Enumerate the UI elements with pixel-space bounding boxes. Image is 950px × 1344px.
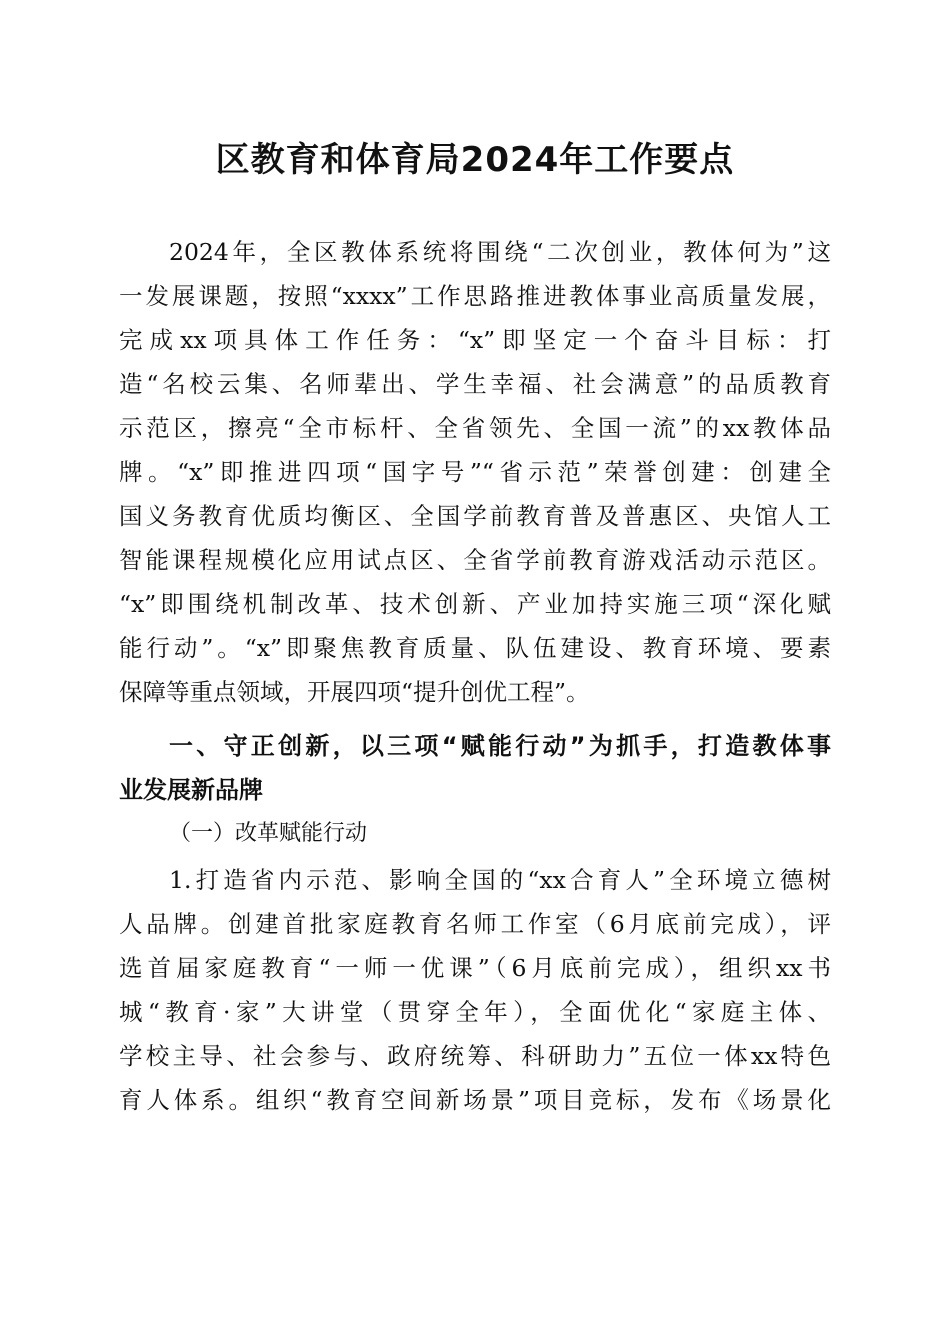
intro-line: 能行动”。“x”即聚焦教育质量、队伍建设、教育环境、要素 <box>119 634 831 662</box>
intro-line: 一发展课题，按照“xxxx”工作思路推进教体事业高质量发展， <box>119 282 831 310</box>
item-line: 育人体系。组织“教育空间新场景”项目竞标，发布《场景化 <box>119 1086 831 1114</box>
intro-line: 保障等重点领域，开展四项“提升创优工程”。 <box>119 678 590 706</box>
intro-line: 造“名校云集、名师辈出、学生幸福、社会满意”的品质教育 <box>119 370 831 398</box>
intro-line: “x”即围绕机制改革、技术创新、产业加持实施三项“深化赋 <box>119 590 831 618</box>
intro-line: 2024年，全区教体系统将围绕“二次创业，教体何为”这 <box>169 238 831 266</box>
item-line: 人品牌。创建首批家庭教育名师工作室（6月底前完成），评 <box>119 910 831 938</box>
subsection-heading: （一）改革赋能行动 <box>169 821 368 846</box>
intro-line: 牌。“x”即推进四项“国字号”“省示范”荣誉创建：创建全 <box>119 458 831 486</box>
section-heading: 一、守正创新，以三项“赋能行动”为抓手，打造教体事 <box>169 732 831 760</box>
intro-line: 完成xx项具体工作任务：“x”即坚定一个奋斗目标：打 <box>119 326 831 354</box>
document-title: 区教育和体育局2024年工作要点 <box>215 140 735 180</box>
intro-line: 国义务教育优质均衡区、全国学前教育普及普惠区、央馆人工 <box>119 502 831 530</box>
intro-line: 示范区，擦亮“全市标杆、全省领先、全国一流”的xx教体品 <box>119 414 831 442</box>
item-line: 城“教育·家”大讲堂（贯穿全年），全面优化“家庭主体、 <box>119 998 831 1026</box>
item-line: 选首届家庭教育“一师一优课”（6月底前完成），组织xx书 <box>119 954 831 982</box>
intro-line: 智能课程规模化应用试点区、全省学前教育游戏活动示范区。 <box>119 546 831 574</box>
item-line: 学校主导、社会参与、政府统筹、科研助力”五位一体xx特色 <box>119 1042 831 1070</box>
item-line: 1.打造省内示范、影响全国的“xx合育人”全环境立德树 <box>169 866 831 894</box>
section-heading: 业发展新品牌 <box>119 776 263 804</box>
